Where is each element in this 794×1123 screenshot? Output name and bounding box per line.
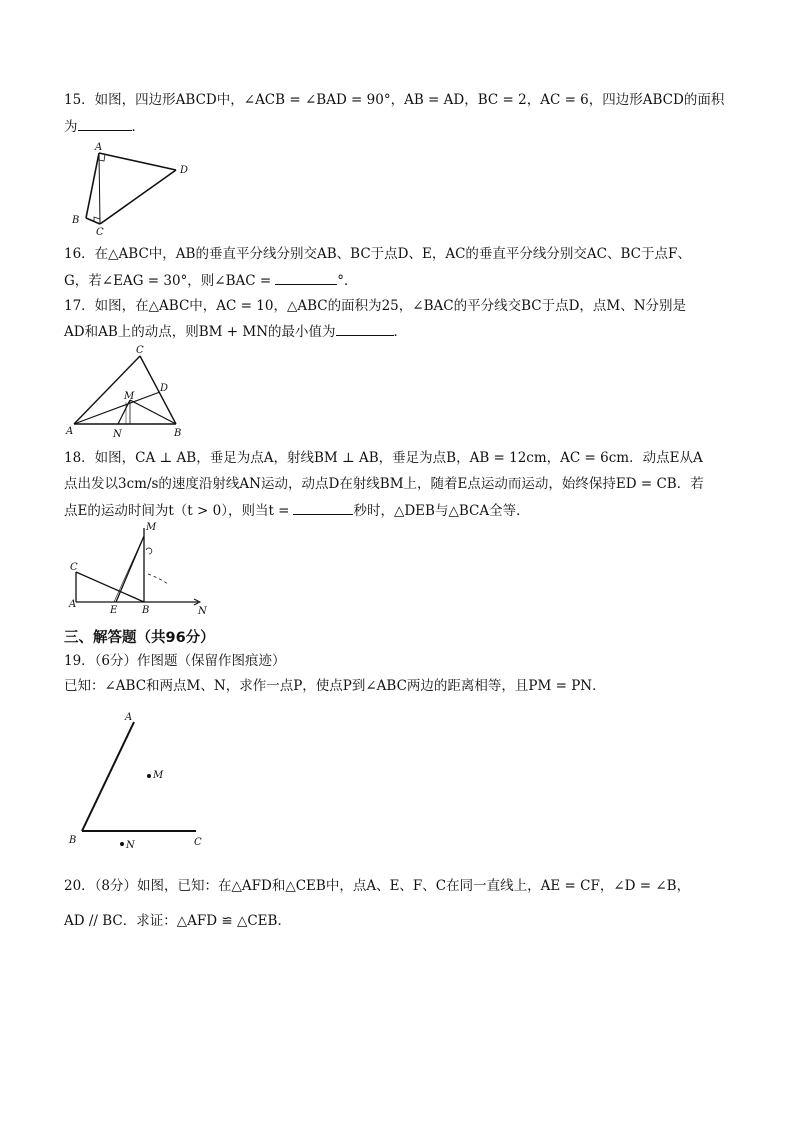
q17-label-a: A <box>66 426 74 437</box>
q20-line1: 20．（8分）如图，已知：在△AFD和△CEB中，点A、E、F、C在同一直线上，AE = CF，∠D = ∠B， <box>64 878 691 894</box>
q18-line3: 点E的运动时间为t（t > 0），则当t = 秒时，△DEB与△BCA全等． <box>64 500 530 521</box>
q17-label-b: B <box>174 428 182 439</box>
answer-blank[interactable] <box>293 500 353 515</box>
q19-label-n: N <box>126 840 135 851</box>
answer-blank[interactable] <box>275 270 337 285</box>
q19-line1: 19．（6分）作图题（保留作图痕迹） <box>64 653 286 669</box>
q17-line2: AD和AB上的动点，则BM + MN的最小值为 ． <box>64 321 407 342</box>
q16-line1: 16．在△ABC中，AB的垂直平分线分别交AB、BC于点D、E，AC的垂直平分线分别交AC、BC于点F、 <box>64 246 691 262</box>
q15-label-a: A <box>95 142 103 153</box>
q17-figure <box>64 344 194 440</box>
q18-line1: 18．如图，CA ⊥ AB，垂足为点A，射线BM ⊥ AB，垂足为点B，AB = 12cm，AC = 6cm．动点E从A <box>64 450 703 466</box>
q15-line2: 为 ． <box>64 116 145 137</box>
q17-label-n: N <box>113 429 122 440</box>
q15-label-c: C <box>96 227 104 238</box>
q16-line2: G，若∠EAG = 30°，则∠BAC = °． <box>64 270 357 291</box>
q18-label-c: C <box>70 562 78 573</box>
q17-line1: 17．如图，在△ABC中，AC = 10，△ABC的面积为25，∠BAC的平分线交BC于点D，点M、N分别是 <box>64 298 687 314</box>
section-title: 三、解答题（共96分） <box>64 630 215 646</box>
q19-label-a: A <box>125 712 133 723</box>
q19-label-c: C <box>194 837 202 848</box>
q18-figure <box>64 522 214 618</box>
q17-label-c: C <box>136 345 144 356</box>
q18-label-a: A <box>69 599 77 610</box>
q18-label-m: M <box>146 522 157 533</box>
q20-line2: AD // BC．求证：△AFD ≌ △CEB． <box>64 913 291 929</box>
q15-label-d: D <box>180 165 189 176</box>
q19-figure <box>64 708 224 858</box>
answer-blank[interactable] <box>78 116 132 131</box>
q18-line2: 点出发以3cm/s的速度沿射线AN运动，动点D在射线BM上，随着E点运动而运动，始终保持ED = CB．若 <box>64 476 704 492</box>
q18-label-n: N <box>198 606 207 617</box>
q15-label-b: B <box>72 215 80 226</box>
q19-label-m: M <box>153 770 164 781</box>
q18-label-e: E <box>110 605 118 616</box>
q17-label-m: M <box>124 391 135 402</box>
answer-blank[interactable] <box>336 321 394 336</box>
q19-line2: 已知：∠ABC和两点M、N，求作一点P，使点P到∠ABC两边的距离相等，且PM = PN． <box>64 678 606 694</box>
q18-label-b: B <box>142 605 150 616</box>
q15-figure <box>64 140 204 236</box>
q19-label-b: B <box>69 835 77 846</box>
q17-label-d: D <box>160 383 169 394</box>
q15-line1: 15．如图，四边形ABCD中，∠ACB = ∠BAD = 90°，AB = AD，BC = 2，AC = 6，四边形ABCD的面积 <box>64 92 725 108</box>
